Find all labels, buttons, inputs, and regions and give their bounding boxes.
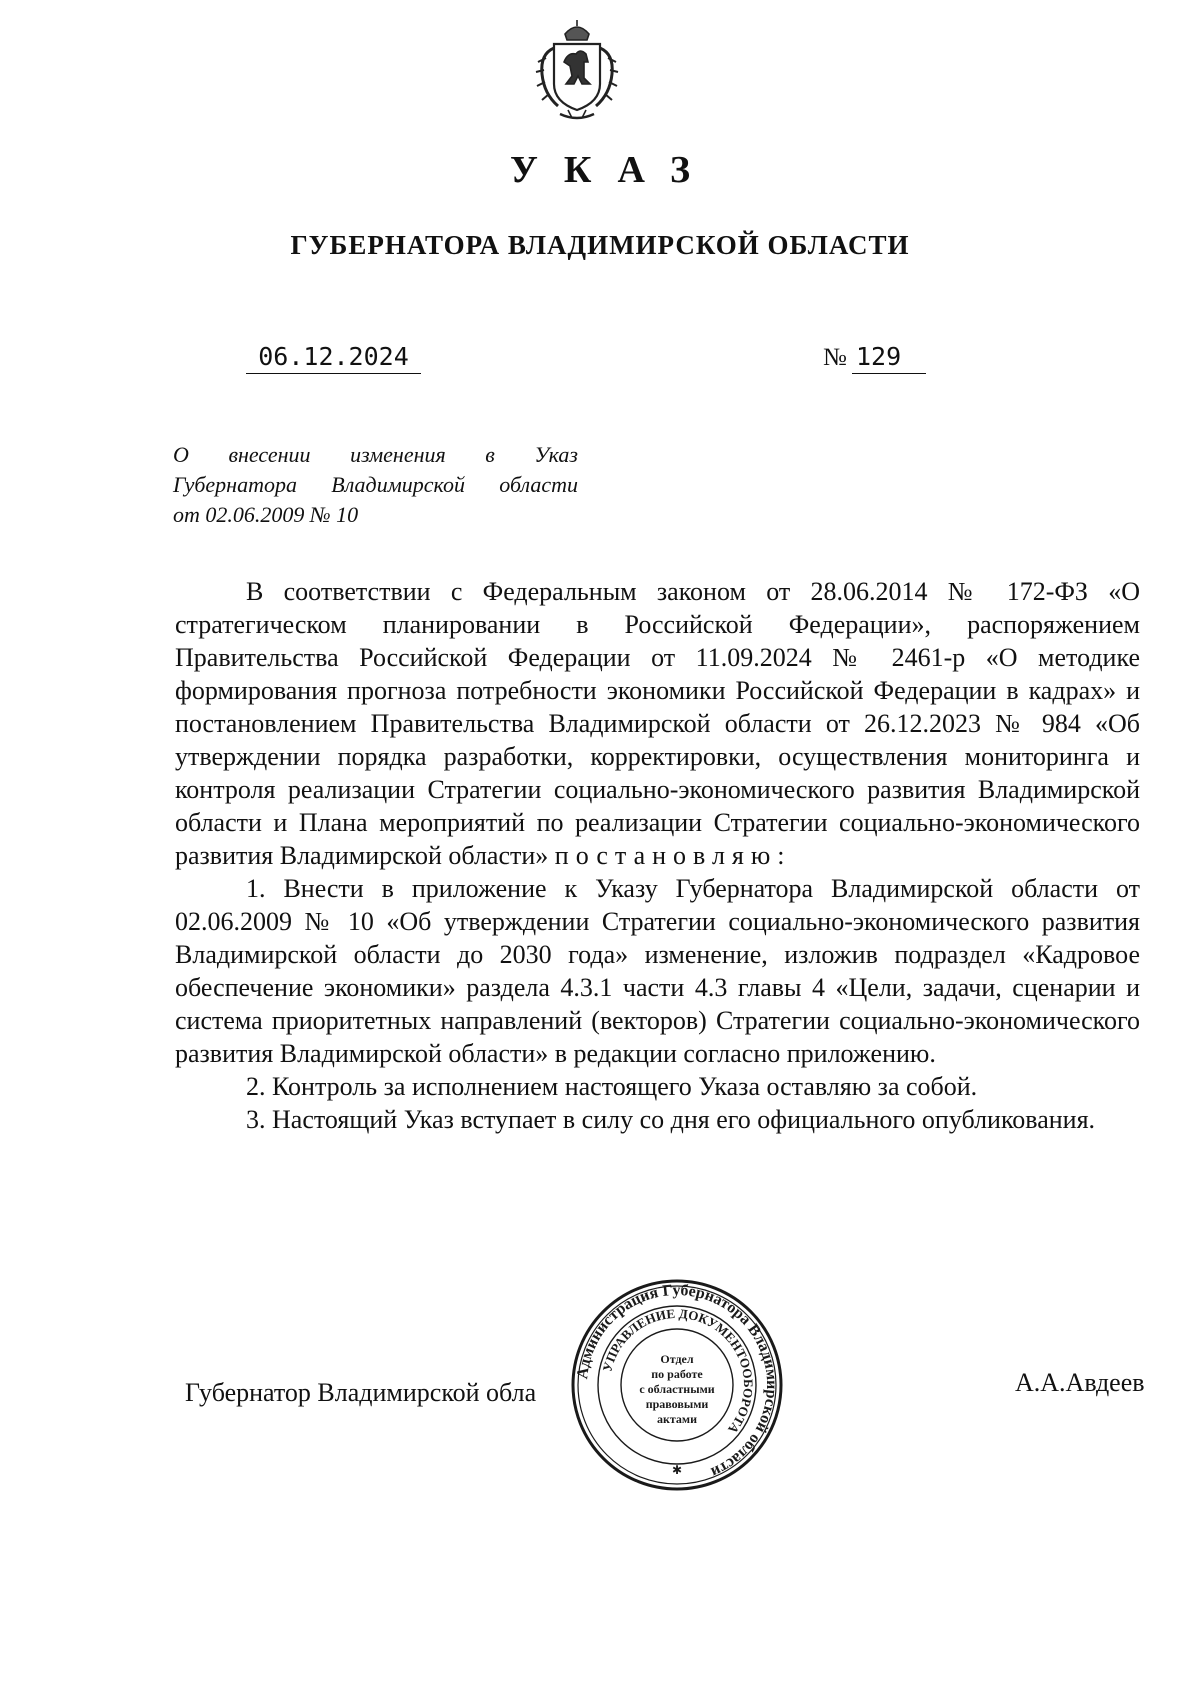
subject-line: О внесении изменения в Указ [173, 442, 578, 467]
document-date: 06.12.2024 [246, 342, 421, 374]
document-subtitle: ГУБЕРНАТОРА ВЛАДИМИРСКОЙ ОБЛАСТИ [290, 230, 910, 260]
stamp-center-line: правовыми [645, 1397, 709, 1411]
preamble-text: В соответствии с Федеральным законом от 28.06.2014 № 172-ФЗ «О стратегическом планировании в Российской Федерации», распоряжением Правительства Российской Федерации от 11.09.2024 № 2461-р «О методике формирования прогноза потребности экономики Российской Федерации в кадрах» и постановлением Правительства Владимирской области от 26.12.2023 № 984 «Об утверждении порядка разработки, корректировки, осуществления мониторинга и контроля реализации Стратегии социально-экономического развития Владимирской области и Плана мероприятий по реализации Стратегии социально-экономического развития Владимирской области» [175, 577, 1140, 870]
stamp-outer-text: Администрация Губернатора Владимирской области [574, 1281, 781, 1481]
subject-block [173, 440, 578, 530]
document-title: УКАЗ [510, 149, 716, 191]
preamble-paragraph [175, 575, 1140, 872]
stamp-center-line: с областными [639, 1382, 715, 1396]
item-paragraph: 3. Настоящий Указ вступает в силу со дня его официального опубликования. [246, 1105, 1096, 1134]
official-stamp [570, 1278, 784, 1492]
subject-line: от 02.06.2009 № 10 [173, 502, 359, 527]
document-number: 129 [852, 342, 926, 374]
subject-line: Губернатора Владимирской области [173, 472, 578, 497]
stamp-center-line: по работе [651, 1367, 703, 1381]
stamp-inner-text: УПРАВЛЕНИЕ ДОКУМЕНТООБОРОТА [599, 1305, 757, 1437]
item-paragraph: 2. Контроль за исполнением настоящего Указа оставляю за собой. [246, 1072, 978, 1101]
stamp-star-icon: ✱ [671, 1463, 683, 1477]
stamp-center-line: актами [656, 1412, 698, 1426]
coat-of-arms-icon [532, 18, 622, 124]
document-body [175, 575, 1140, 1136]
stamp-center-line: Отдел [660, 1352, 694, 1366]
signature-name: А.А.Авдеев [1015, 1368, 1145, 1397]
number-sign: № [823, 344, 847, 371]
signature-position: Губернатор Владимирской обла [185, 1378, 537, 1407]
decree-word: постановляю: [554, 841, 792, 870]
item-paragraph: 1. Внести в приложение к Указу Губернатора Владимирской области от 02.06.2009 № 10 «Об утверждении Стратегии социально-экономического развития Владимирской области до 2030 года» изменение, изложив подраздел «Кадровое обеспечение экономики» раздела 4.3.1 части 4.3 главы 4 «Цели, задачи, сценарии и система приоритетных направлений (векторов) Стратегии социально-экономического развития Владимирской области» в редакции согласно приложению. [175, 874, 1140, 1068]
